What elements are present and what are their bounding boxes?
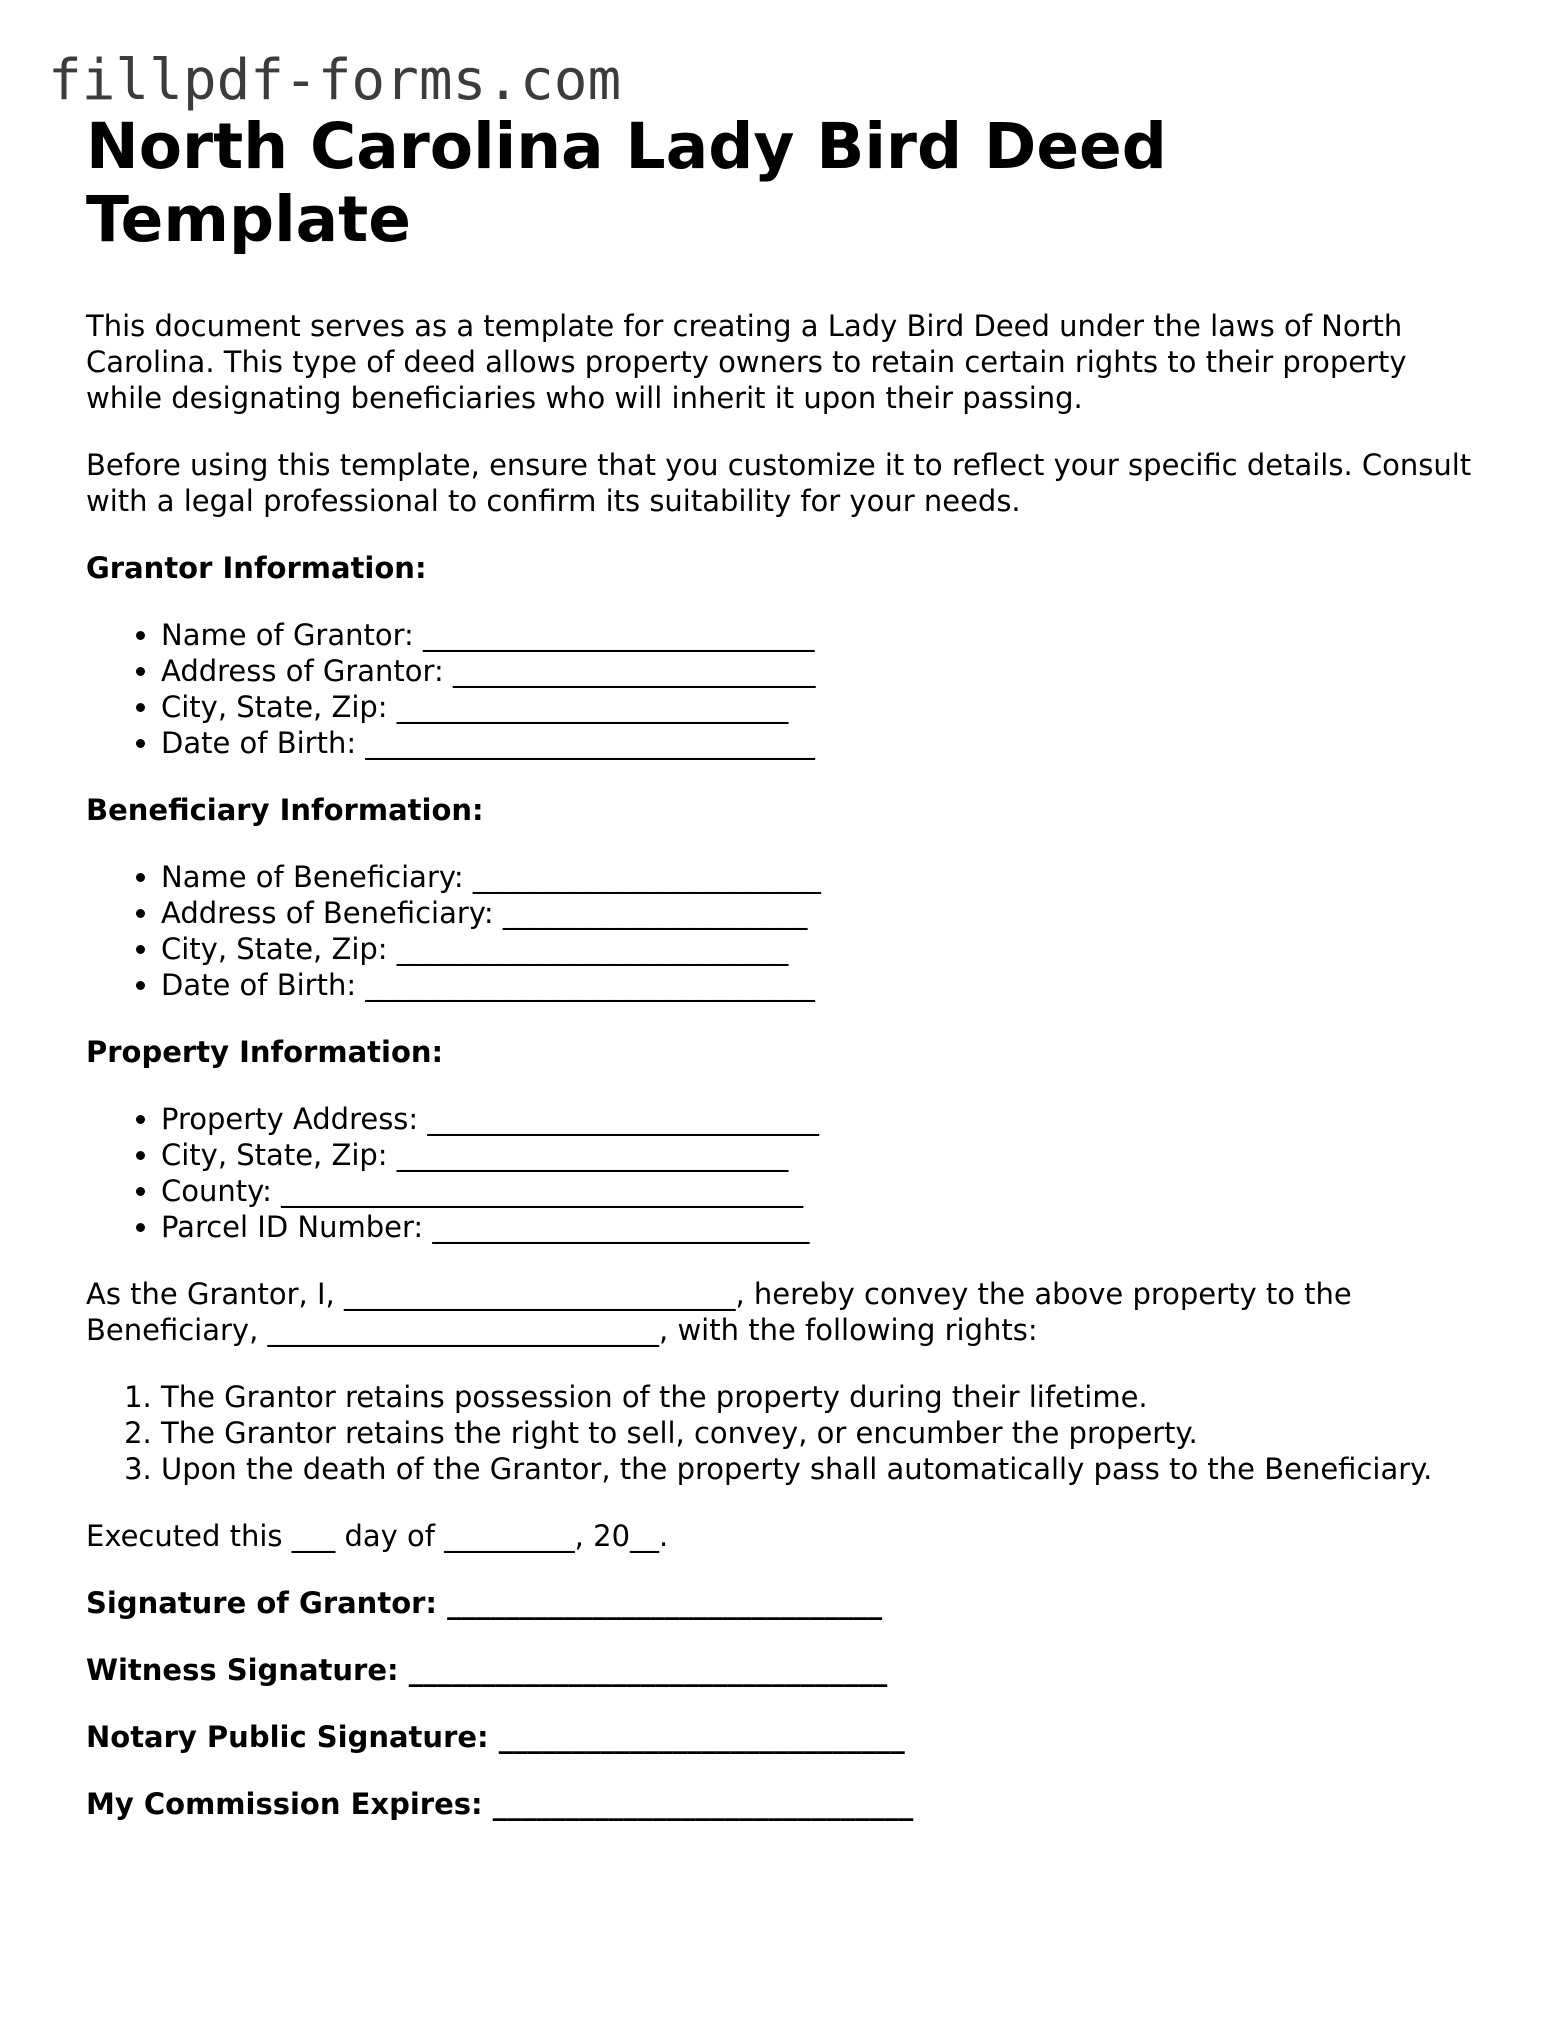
grantor-address-field: • Address of Grantor: _________________________	[161, 653, 1486, 689]
intro-paragraph-2: Before using this template, ensure that you customize it to reflect your specific details. Consult with a legal professional to confirm its suitability for your needs.	[86, 448, 1472, 518]
notary-signature-line: Notary Public Signature: ____________________________	[86, 1720, 905, 1754]
page-title: North Carolina Lady Bird Deed Template	[86, 110, 1167, 256]
property-city-state-zip-field: • City, State, Zip: ___________________________	[161, 1137, 1486, 1173]
grantor-city-state-zip-field: • City, State, Zip: ___________________________	[161, 689, 1486, 725]
beneficiary-heading: Beneficiary Information:	[86, 793, 484, 827]
beneficiary-name-field: • Name of Beneficiary: ________________________	[161, 859, 1486, 895]
property-heading: Property Information:	[86, 1035, 444, 1069]
property-parcel-id-field: • Parcel ID Number: __________________________	[161, 1209, 1486, 1245]
property-address-field: • Property Address: ___________________________	[161, 1101, 1486, 1137]
grantor-name-field: • Name of Grantor: ___________________________	[161, 617, 1486, 653]
right-item: 3. Upon the death of the Grantor, the property shall automatically pass to the Beneficiary.	[161, 1451, 1486, 1487]
right-item: 1. The Grantor retains possession of the property during their lifetime.	[161, 1379, 1486, 1415]
commission-expires-line: My Commission Expires: _____________________________	[86, 1787, 914, 1821]
grantor-signature-line: Signature of Grantor: ______________________________	[86, 1586, 883, 1620]
intro-paragraph-1: This document serves as a template for creating a Lady Bird Deed under the laws of North Carolina. This type of deed allows property owners to retain certain rights to their property while designating beneficiaries who will inherit it upon their passing.	[86, 309, 1407, 415]
right-item: 2. The Grantor retains the right to sell, convey, or encumber the property.	[161, 1415, 1486, 1451]
property-list	[86, 1101, 1486, 1245]
witness-signature-line: Witness Signature: _________________________________	[86, 1653, 888, 1687]
property-county-field: • County: ____________________________________	[161, 1173, 1486, 1209]
watermark: fillpdf-forms.com	[48, 48, 622, 113]
grantor-date-of-birth-field: • Date of Birth: _______________________________	[161, 725, 1486, 761]
beneficiary-date-of-birth-field: • Date of Birth: _______________________________	[161, 967, 1486, 1003]
beneficiary-address-field: • Address of Beneficiary: _____________________	[161, 895, 1486, 931]
grantor-heading: Grantor Information:	[86, 551, 427, 585]
executed-line: Executed this ___ day of _________, 20__.	[86, 1519, 669, 1553]
conveyance-paragraph: As the Grantor, I, ___________________________, hereby convey the above property to the Beneficiary, ___________________________, with the following rights:	[86, 1277, 1352, 1347]
document-page	[86, 110, 1486, 1853]
rights-list	[86, 1379, 1486, 1487]
grantor-list	[86, 617, 1486, 761]
beneficiary-list	[86, 859, 1486, 1003]
beneficiary-city-state-zip-field: • City, State, Zip: ___________________________	[161, 931, 1486, 967]
